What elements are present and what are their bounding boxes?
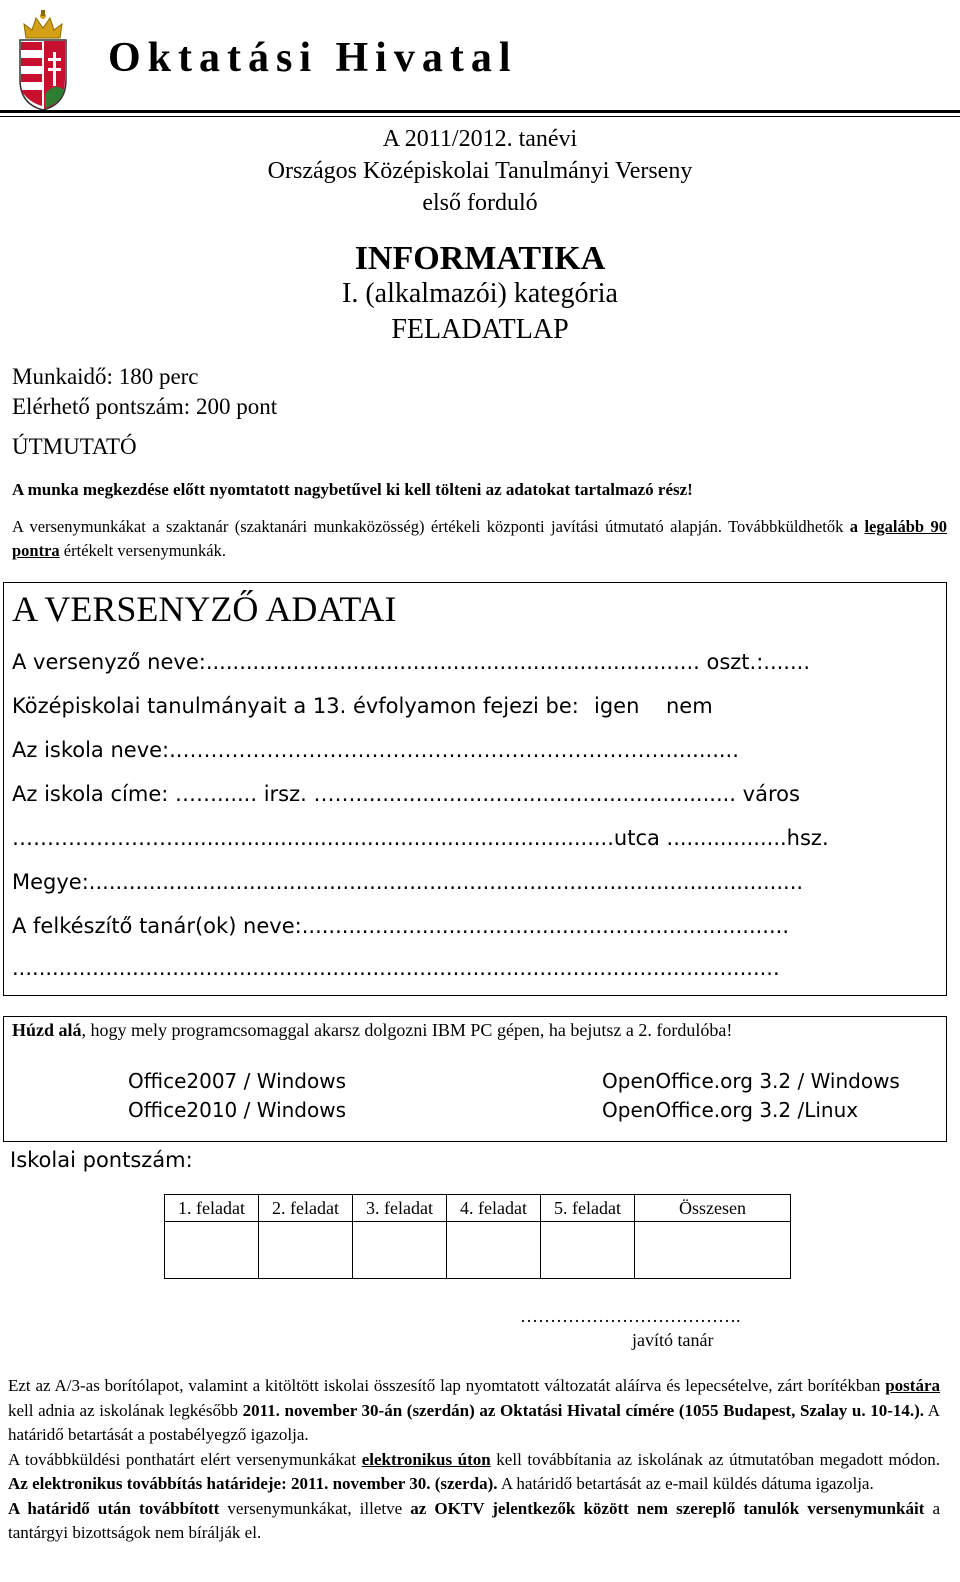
teacher-name-field-2[interactable]: ................................................................................................................... [12,956,780,980]
score-table [164,1194,791,1279]
score-column-header: 2. feladat [259,1195,353,1222]
guide-threshold: legalább 90 pontra [12,517,948,560]
school-year-line: A 2011/2012. tanévi [382,126,578,152]
school-name-field[interactable]: Az iskola neve:..……………………………………………………………........... [12,738,739,762]
grade13-yes-option[interactable]: igen [594,694,640,718]
score-value-row [165,1222,791,1279]
exam-meta [12,362,277,422]
guide-notice: A munka megkezdése előtt nyomtatott nagybetűvel ki kell tölteni az adatokat tartalmazó rész! [12,480,693,499]
closing-bold: az OKTV jelentkezők között nem szereplő tanulók versenymunkáit [410,1498,925,1518]
package-option[interactable]: Office2010 / Windows [128,1098,347,1122]
competition-name: Országos Középiskolai Tanulmányi Verseny [267,158,693,184]
street-field[interactable]: …………………….................................................................utca ..................hsz. [12,826,829,850]
guide-paragraph [12,515,947,563]
package-instruction-bold: Húzd alá [12,1020,82,1040]
score-column-header: 4. feladat [447,1195,541,1222]
teacher-name-field[interactable]: A felkészítő tanár(ok) neve:......................................................................... [12,914,790,938]
signature-line: ………………………………. [520,1306,741,1326]
score-column-header: 3. feladat [353,1195,447,1222]
round-name: első forduló [422,190,538,216]
closing-paragraph-3 [8,1497,940,1546]
grade13-label: Középiskolai tanulmányait a 13. évfolyamon fejezi be: [12,694,579,718]
score-cell[interactable] [635,1222,791,1279]
closing-underlined: elektronikus úton [361,1449,491,1469]
score-cell[interactable] [447,1222,541,1279]
package-instruction-text: , hogy mely programcsomaggal akarsz dolgozni IBM PC gépen, ha bejutsz a 2. fordulóba! [81,1020,733,1040]
score-header-row [165,1195,791,1222]
school-address-field[interactable]: Az iskola címe: ……...... irsz. ……......................................................... város [12,782,800,806]
max-points: Elérhető pontszám: 200 pont [12,394,278,419]
score-column-header: 1. feladat [165,1195,259,1222]
guide-text-1: A versenymunkákat a szaktanár (szaktanári munkaközösség) értékeli központi javítási útmutató alapján. Továbbküldhetők [12,517,850,536]
closing-underlined: postára [885,1376,940,1395]
signature-label: javító tanár [632,1330,714,1350]
closing-deadline: 2011. november 30-án (szerdán) az Oktatási Hivatal címére (1055 Budapest, Szalay u. 10-14.). [242,1400,925,1420]
sheet-title: FELADATLAP [391,314,569,345]
header-rule-thin [0,116,960,117]
grade13-no-option[interactable]: nem [666,694,713,718]
contestant-name-field[interactable]: A versenyző neve:.......................................................................... oszt.:....... [12,650,810,674]
closing-text: kell továbbítania az iskolának az útmutatóban megadott módon. [490,1449,940,1469]
package-option[interactable]: Office2007 / Windows [128,1069,347,1093]
closing-text: Ezt az A/3-as borítólapot, valamint a kitöltött iskolai összesítő lap nyomtatott változatát aláírva és lepecsételve, zárt borítékban [8,1376,886,1395]
contestant-heading: A VERSENYZŐ ADATAI [12,589,397,629]
closing-deadline: Az elektronikus továbbítás határideje: 2011. november 30. (szerda). [8,1474,498,1493]
guide-text-a: a [849,517,865,536]
county-field[interactable]: Megye:........................................................................................................... [12,870,804,894]
closing-text: A határidő betartását az e-mail küldés dátuma igazolja. [497,1474,874,1493]
hungarian-coat-of-arms-icon [16,10,70,112]
closing-instructions [8,1374,940,1546]
organization-name: Oktatási Hivatal [108,35,518,81]
closing-text: a tantárgyi bizottságok nem bírálják el. [8,1498,941,1542]
package-instruction [12,1020,732,1041]
closing-text: A határidő betartását a postabélyegző igazolja. [8,1400,940,1444]
guide-heading: ÚTMUTATÓ [12,434,137,459]
subject-title: INFORMATIKA [354,240,606,277]
closing-bold: A határidő után továbbított [8,1498,220,1518]
score-cell[interactable] [165,1222,259,1279]
package-option[interactable]: OpenOffice.org 3.2 /Linux [602,1098,859,1122]
score-cell[interactable] [259,1222,353,1279]
score-cell[interactable] [353,1222,447,1279]
package-list-left [128,1067,346,1125]
closing-text: A továbbküldési ponthatárt elért versenymunkákat [8,1449,362,1469]
work-time: Munkaidő: 180 perc [12,364,199,389]
score-column-header: Összesen [635,1195,791,1222]
score-cell[interactable] [541,1222,635,1279]
closing-text: kell adnia az iskolának legkésőbb [8,1400,243,1420]
closing-text: versenymunkákat, illetve [219,1498,411,1518]
grade13-row [12,694,930,718]
guide-text-2: értékelt versenymunkák. [59,541,226,560]
score-column-header: 5. feladat [541,1195,635,1222]
closing-paragraph-1 [8,1374,940,1448]
closing-paragraph-2 [8,1448,940,1497]
header-rule [0,110,960,113]
package-option[interactable]: OpenOffice.org 3.2 / Windows [602,1069,900,1093]
school-points-label: Iskolai pontszám: [10,1148,193,1172]
category-title: I. (alkalmazói) kategória [342,278,618,309]
package-list-right [602,1067,900,1125]
